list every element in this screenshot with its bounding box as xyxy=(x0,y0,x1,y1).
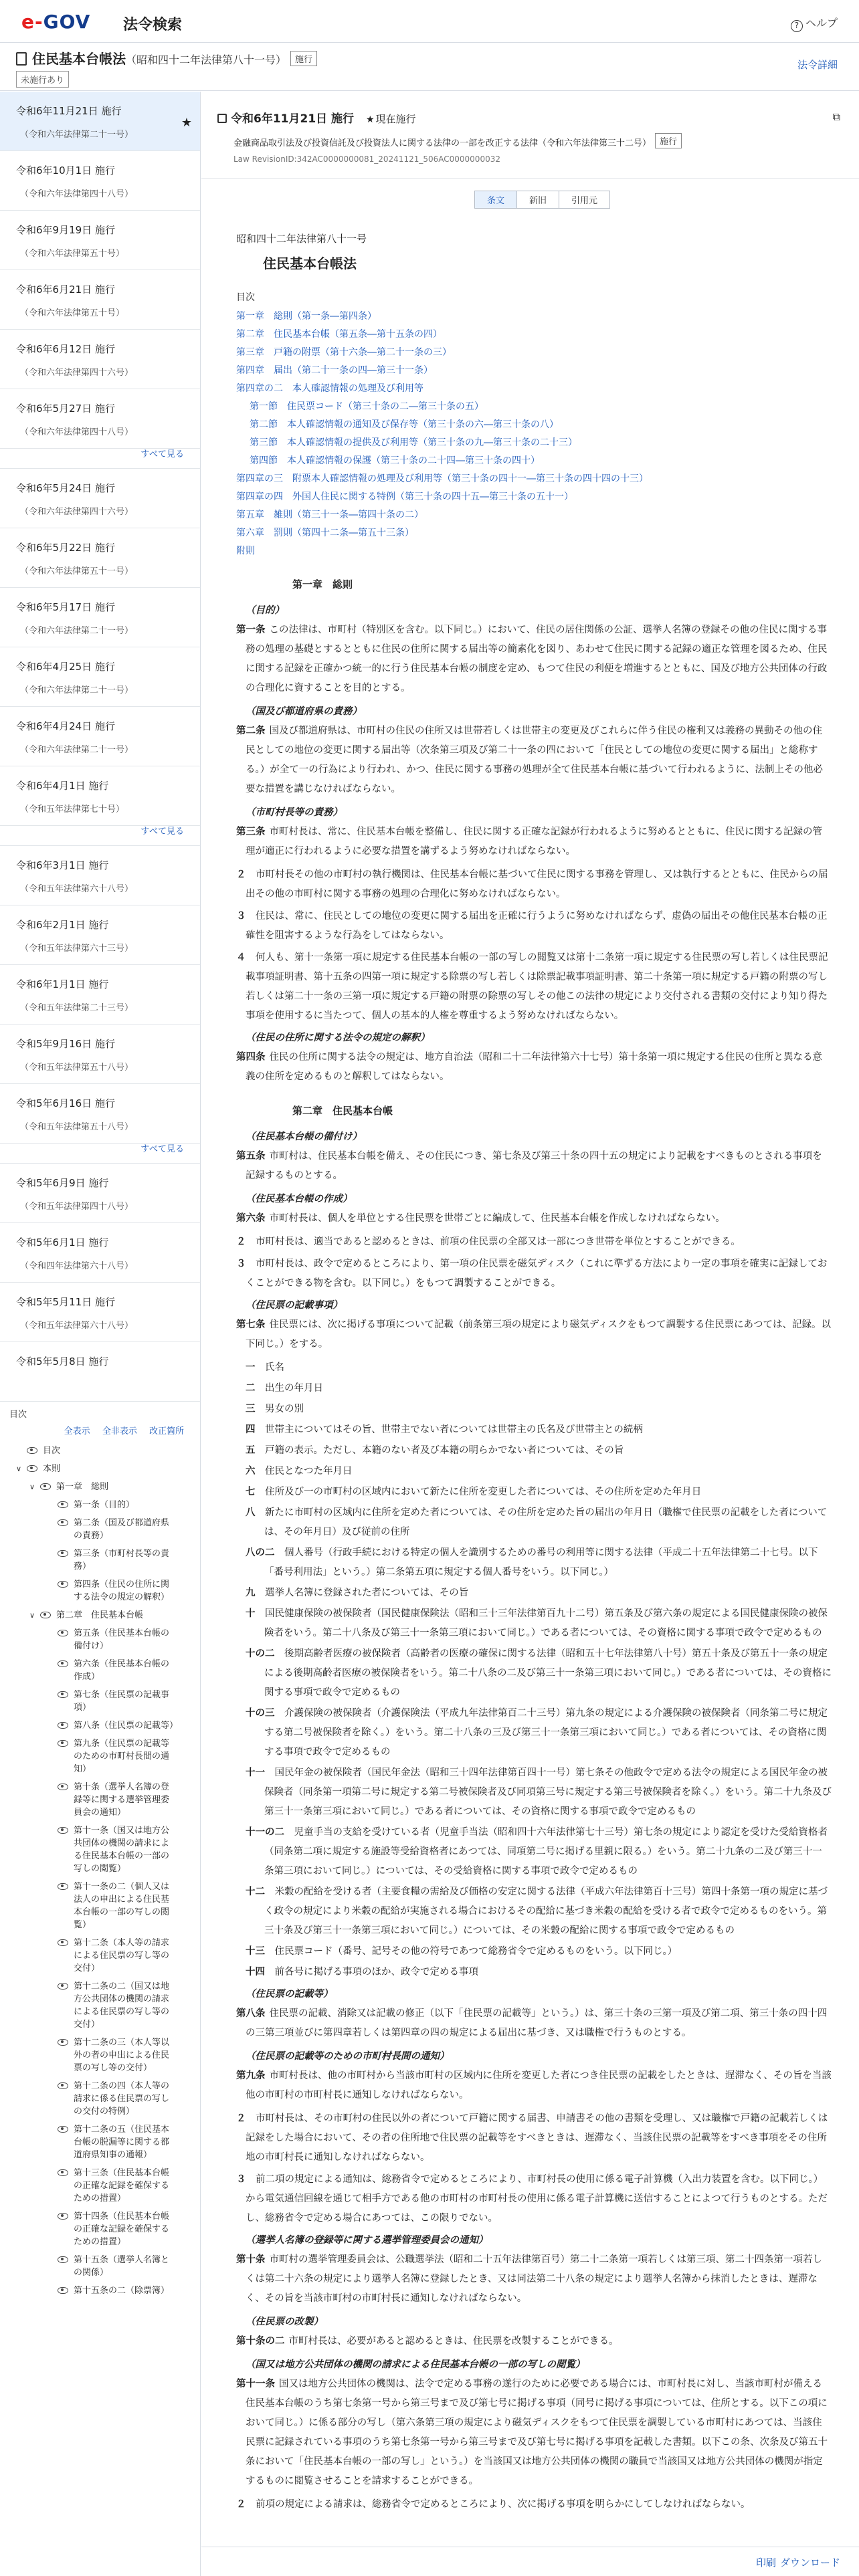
footer-bar xyxy=(201,2547,859,2576)
article-caption: （目的） xyxy=(246,605,284,616)
article-3: 第三条 市町村長は、常に、住民基本台帳を整備し、住民に関する正確な記録が行われるように努めるとともに、住民に関する記録の管理が適正に行われるように必要な措置を講ずるよう努めなければならない。 xyxy=(236,827,822,857)
version-law: （令和六年法律第五十号） xyxy=(20,308,125,318)
version-law: （令和五年法律第六十八号） xyxy=(20,884,134,894)
toc-node[interactable] xyxy=(9,1737,200,1776)
article-item xyxy=(236,1462,832,1481)
version-date: 令和6年4月24日 施行 xyxy=(16,720,115,732)
article-item xyxy=(236,1823,832,1881)
version-law: （令和五年法律第五十八号） xyxy=(20,1122,134,1132)
toc-node-label: 第十五条の二（除票簿） xyxy=(74,2286,170,2296)
body-toc-link[interactable]: 第四章の四 外国人住民に関する特例（第三十条の四十五―第三十条の五十一） xyxy=(236,492,573,502)
item-number: 十 xyxy=(246,1608,256,1619)
eye-icon[interactable] xyxy=(58,2126,68,2133)
article-caption: （住民基本台帳の作成） xyxy=(246,1194,353,1204)
version-item[interactable] xyxy=(0,905,200,965)
revision-header xyxy=(201,92,859,179)
paragraph: ３ 住民は、常に、住民としての地位の変更に関する届出を正確に行うように努めなければならず、虚偽の届出その他住民基本台帳の正確性を阻害するような行為をしてはならない。 xyxy=(236,911,828,941)
version-date: 令和6年5月17日 施行 xyxy=(16,601,115,613)
version-item[interactable] xyxy=(0,707,200,766)
law-title: 住民基本台帳法（昭和四十二年法律第八十一号） 施行 xyxy=(16,48,317,68)
eye-icon[interactable] xyxy=(40,1612,51,1618)
item-number: 十三 xyxy=(246,1946,265,1957)
version-law: （令和六年法律第五十号） xyxy=(20,249,125,259)
toc-node[interactable] xyxy=(9,1463,200,1475)
law-title-bar xyxy=(0,43,859,91)
version-item[interactable] xyxy=(0,647,200,707)
version-date: 令和5年5月8日 施行 xyxy=(16,1356,109,1368)
toc-node-label: 第十二条（本人等の請求による住民票の写し等の交付） xyxy=(74,1938,170,1973)
item-text: 住民となつた年月日 xyxy=(265,1466,353,1477)
version-item[interactable] xyxy=(0,1283,200,1342)
item-text: 戸籍の表示。ただし、本籍のない者及び本籍の明らかでない者については、その旨 xyxy=(265,1445,624,1456)
toc-node[interactable] xyxy=(9,1547,200,1573)
toc-node[interactable] xyxy=(9,1481,200,1493)
body-toc-link[interactable]: 附則 xyxy=(236,546,255,556)
item-number: 八 xyxy=(246,1507,256,1518)
version-law: （令和五年法律第二十三号） xyxy=(20,1003,134,1013)
article-item xyxy=(236,1763,832,1822)
eye-icon[interactable] xyxy=(58,1691,68,1698)
sidebar xyxy=(0,92,201,2576)
article-5: 第五条 市町村は、住民基本台帳を備え、その住民につき、第七条及び第三十条の四十五の規定により記載をすべきものとされる事項を記録するものとする。 xyxy=(236,1151,822,1181)
enforced-tag: 施行 xyxy=(290,51,317,66)
sidebar-toc xyxy=(0,1402,200,2297)
version-law: （令和四年法律第六十八号） xyxy=(20,1261,134,1271)
toc-node[interactable] xyxy=(9,2284,200,2297)
see-all-link[interactable]: すべて見る xyxy=(0,1144,200,1164)
toc-node[interactable] xyxy=(9,1824,200,1875)
version-law: （令和五年法律第四十八号） xyxy=(20,1202,134,1212)
version-item[interactable] xyxy=(0,1342,200,1402)
version-item[interactable] xyxy=(0,270,200,330)
version-date: 令和5年6月1日 施行 xyxy=(16,1237,109,1249)
item-number: 十一の二 xyxy=(246,1827,284,1838)
version-item[interactable] xyxy=(0,965,200,1025)
toc-node[interactable] xyxy=(9,1658,200,1683)
eye-icon[interactable] xyxy=(58,1722,68,1729)
article-10: 第十条 市町村の選挙管理委員会は、公職選挙法（昭和二十五年法律第百号）第二十二条第一項若しくは第三項、第二十四条第一項若しくは第二十六条の規定により選挙人名簿に登録したとき、又は同法第二十八条の規定により選挙人名簿から抹消したときは、遅滞なく、その旨を当該市町村の市町村長に通知しなければならない。 xyxy=(236,2254,822,2304)
article-item xyxy=(236,1942,832,1961)
toc-node[interactable] xyxy=(9,1937,200,1975)
item-text: 住所及び一の市町村の区域内において新たに住所を変更した者については、その住所を定めた年月日 xyxy=(265,1487,702,1497)
paragraph: ３ 市町村長は、政令で定めるところにより、第一項の住民票を磁気ディスク（これに準ずる方法により一定の事項を確実に記録しておくことができる物を含む。以下同じ。）をもつて調製することができる。 xyxy=(236,1259,828,1289)
question-circle-icon: ? xyxy=(791,20,803,32)
version-date: 令和6年1月1日 施行 xyxy=(16,978,109,990)
toc-node-label: 第二条（国及び都道府県の責務） xyxy=(74,1518,170,1541)
body-toc-link[interactable]: 第二節 本人確認情報の通知及び保存等（第三十条の六―第三十条の八） xyxy=(250,419,559,430)
version-item[interactable] xyxy=(0,389,200,449)
version-date: 令和6年4月25日 施行 xyxy=(16,661,115,673)
toc-node-label: 第十条（選挙人名簿の登録等に関する選挙管理委員会の通知） xyxy=(74,1782,170,1818)
item-text: 前各号に掲げる事項のほか、政令で定める事項 xyxy=(274,1967,478,1977)
chapter-2-heading: 第二章 住民基本台帳 xyxy=(292,1105,393,1117)
toc-node-label: 第五条（住民基本台帳の備付け） xyxy=(74,1628,170,1651)
toc-node-label: 目次 xyxy=(43,1446,61,1456)
toc-node-label: 第十一条の二（個人又は法人の申出による住民基本台帳の一部の写しの閲覧） xyxy=(74,1882,170,1930)
toc-node[interactable] xyxy=(9,1609,200,1622)
help-link[interactable]: ? ヘルプ xyxy=(791,15,838,32)
eye-icon[interactable] xyxy=(58,1501,68,1508)
toc-node[interactable] xyxy=(9,2080,200,2118)
version-item[interactable] xyxy=(0,1223,200,1283)
article-8: 第八条 住民票の記載、消除又は記載の修正（以下「住民票の記載等」という。）は、第三十条の三第一項及び第二項、第三十条の四十四の三第三項並びに第四章若しくは第四章の四の規定による届出に基づき、又は職権で行うものとする。 xyxy=(236,2008,828,2038)
eye-icon[interactable] xyxy=(58,1550,68,1557)
toc-node-label: 本則 xyxy=(43,1464,61,1474)
version-date: 令和6年5月27日 施行 xyxy=(16,403,115,415)
body-toc-link[interactable]: 第三章 戸籍の附票（第十六条―第二十一条の三） xyxy=(236,347,452,358)
item-text: 国民健康保険の被保険者（国民健康保険法（昭和三十三年法律第百九十二号）第五条及び第六条の規定による国民健康保険の被保険者をいう。第二十八条及び第三十一条第三項において同じ。）である者については、その資格に関する事項で政令で定めるもの xyxy=(264,1608,828,1638)
chevron-down-icon[interactable]: ∨ xyxy=(29,1483,35,1491)
toc-node-label: 第九条（住民票の記載等のための市町村長間の通知） xyxy=(74,1739,170,1774)
version-law: （令和六年法律第四十六号） xyxy=(20,507,134,517)
article-caption: （市町村長等の責務） xyxy=(246,807,343,818)
article-caption: （選挙人名簿の登録等に関する選挙管理委員会の通知） xyxy=(246,2235,488,2246)
version-list xyxy=(0,92,200,1402)
body-toc-link[interactable]: 第二章 住民基本台帳（第五条―第十五条の四） xyxy=(236,329,442,340)
revision-tag: 施行 xyxy=(655,133,682,148)
item-number: 十の二 xyxy=(246,1648,275,1659)
toc-node-label: 第一条（目的） xyxy=(74,1500,135,1510)
tab-citations[interactable]: 引用元 xyxy=(559,191,610,209)
toc-node-label: 第十三条（住民基本台帳の正確な記録を確保するための措置） xyxy=(74,2168,170,2204)
star-icon: ★ xyxy=(365,114,375,125)
main-panel xyxy=(201,92,859,2576)
current-status: ★ 現在施行 xyxy=(365,113,416,125)
body-toc-link[interactable]: 第四章の二 本人確認情報の処理及び利用等 xyxy=(236,383,423,394)
article-caption: （住民基本台帳の備付け） xyxy=(246,1132,362,1142)
version-law: （令和六年法律第五十一号） xyxy=(20,566,134,576)
print-button[interactable]: 印刷 xyxy=(755,2557,776,2569)
version-item[interactable] xyxy=(0,846,200,905)
eye-icon[interactable] xyxy=(58,1660,68,1667)
eye-icon[interactable] xyxy=(58,2169,68,2176)
article-caption: （住民票の記載事項） xyxy=(246,1300,343,1311)
eye-icon[interactable] xyxy=(27,1447,37,1454)
article-item xyxy=(236,1483,832,1502)
tab-comparison[interactable]: 新旧 xyxy=(517,191,559,209)
version-law: （令和六年法律第四十六号） xyxy=(20,368,134,378)
toc-node[interactable] xyxy=(9,1578,200,1604)
paragraph: ２ 前項の規定による請求は、総務省令で定めるところにより、次に掲げる事項を明らかにしてしなければならない。 xyxy=(236,2499,751,2510)
toc-node-label: 第十二条の五（住民基本台帳の脱漏等に関する都道府県知事の通報） xyxy=(74,2125,170,2160)
article-9: 第九条 市町村長は、他の市町村から当該市町村の区域内に住所を変更した者につき住民票の記載をしたときは、遅滞なく、その旨を当該他の市町村の市町村長に通知しなければならない。 xyxy=(236,2070,832,2101)
version-law: （令和六年法律第二十一号） xyxy=(20,626,134,636)
version-date: 令和6年10月1日 施行 xyxy=(16,165,115,177)
paragraph: ２ 市町村長その他の市町村の執行機関は、住民基本台帳に基づいて住民に関する事務を管理し、又は執行するとともに、住民からの届出その他の市町村に関する事務の処理の合理化に努めなければならない。 xyxy=(236,869,828,899)
toc-node-label: 第七条（住民票の記載事項） xyxy=(74,1690,170,1713)
article-item xyxy=(236,1543,832,1582)
version-date: 令和6年2月1日 施行 xyxy=(16,919,109,931)
item-text: 介護保険の被保険者（介護保険法（平成九年法律第百二十三号）第九条の規定による介護保険の被保険者（同条第二号に規定する第二号被保険者を除く。）をいう。第二十八条の三及び第三十一条第三項において同じ。）である者については、その資格に関する事項で政令で定めるもの xyxy=(264,1708,828,1757)
toc-node[interactable] xyxy=(9,1980,200,2031)
toc-node-label: 第十二条の三（本人等以外の者の申出による住民票の写し等の交付） xyxy=(74,2038,170,2073)
item-number: 七 xyxy=(246,1487,256,1497)
article-11: 第十一条 国又は地方公共団体の機関は、法令で定める事務の遂行のために必要である場合には、市町村長に対し、当該市町村が備える住民基本台帳のうち第七条第一号から第三号まで及び第七号に掲げる事項（同号に掲げる事項については、住所とする。以下この項において同じ。）に係る部分の写し（第六条第三項の規定により磁気ディスクをもつて住民票を調製している市町村にあつては、当該住民票に記録されている事項のうち第七条第一号から第三号まで及び第七号に掲げる事項を記載した書類。以下この条、次条及び第五十条において「住民基本台帳の一部の写し」という。）を当該国又は地方公共団体の機関の職員で当該国又は地方公共団体の機関が指定するものに閲覧させることを請求することができる。 xyxy=(236,2379,828,2486)
toc-node[interactable] xyxy=(9,1499,200,1511)
article-1: 第一条 この法律は、市町村（特別区を含む。以下同じ。）において、住民の居住関係の公証、選挙人名簿の登録その他の住民に関する事務の処理の基礎とするとともに住民の住所に関する届出等の簡素化を図り、あわせて住民に関する記録の適正な管理を図るため、住民に関する記録を正確かつ統一的に行う住民基本台帳の制度を定め、もつて住民の利便を増進するとともに、国及び地方公共団体の行政の合理化に資することを目的とする。 xyxy=(236,625,828,693)
tab-articles[interactable]: 条文 xyxy=(474,191,517,209)
article-caption: （住民票の改製） xyxy=(246,2317,323,2327)
version-law: （令和六年法律第四十八号） xyxy=(20,427,134,437)
article-item xyxy=(236,1379,832,1398)
item-text: 世帯主についてはその旨、世帯主でない者については世帯主の氏名及び世帯主との続柄 xyxy=(265,1424,643,1435)
item-number: 五 xyxy=(246,1445,256,1456)
download-button[interactable]: ダウンロード xyxy=(779,2557,840,2569)
toc-node-label: 第十二条の二（国又は地方公共団体の機関の請求による住民票の写し等の交付） xyxy=(74,1981,170,2030)
eye-icon[interactable] xyxy=(58,1827,68,1834)
toc-actions xyxy=(9,1424,200,1436)
article-item xyxy=(236,1883,832,1941)
item-number: 八の二 xyxy=(246,1547,275,1558)
version-law: （令和六年法律第二十一号） xyxy=(20,130,134,140)
law-detail-link[interactable]: 法令詳細 xyxy=(797,59,838,71)
toc-node[interactable] xyxy=(9,2036,200,2074)
paragraph: ３ 前二項の規定による通知は、総務省令で定めるところにより、市町村長の使用に係る電子計算機（入出力装置を含む。以下同じ。）から電気通信回線を通じて相手方である他の市町村の市町村長の使用に係る電子計算機に送信することによつて行うものとする。ただし、総務省令で定める場合にあつては、この限りでない。 xyxy=(236,2174,828,2224)
toc-node[interactable] xyxy=(9,1689,200,1714)
item-text: 氏名 xyxy=(265,1362,284,1373)
article-7: 第七条 住民票には、次に掲げる事項について記載（前条第三項の規定により磁気ディスクをもつて調製する住民票にあつては、記録。以下同じ。）をする。 xyxy=(236,1319,832,1350)
article-2: 第二条 国及び都道府県は、市町村の住民の住所又は世帯若しくは世帯主の変更及びこれらに伴う住民の権利又は義務の異動その他の住民としての地位の変更に関する届出等（次条第三項及び第二十一条の四において「住民としての地位の変更に関する届出」と総称する。）が全て一の行為により行われ、かつ、住民に関する事務の処理が全て住民基本台帳に基づいて行われるように、法制上その他必要な措置を講じなければならない。 xyxy=(236,726,824,794)
eye-icon[interactable] xyxy=(27,1465,37,1472)
toc-node[interactable] xyxy=(9,2210,200,2248)
toc-node[interactable] xyxy=(9,1781,200,1819)
paragraph: ２ 市町村長は、その市町村の住民以外の者について戸籍に関する届書、申請書その他の書類を受理し、又は職権で戸籍の記載若しくは記録をした場合において、その者の住所地で住民票の記載等をすべきときは、遅滞なく、当該住民票の記載等をすべき事項をその住所地の市町村長に通知しなければならない。 xyxy=(236,2113,828,2163)
toc-node-label: 第十二条の四（本人等の請求に係る住民票の写しの交付の特例） xyxy=(74,2081,170,2117)
version-law: （令和六年法律第二十一号） xyxy=(20,685,134,695)
toc-node[interactable] xyxy=(9,2254,200,2279)
toc-node-label: 第六条（住民基本台帳の作成） xyxy=(74,1659,170,1682)
article-item xyxy=(236,1420,832,1440)
body-toc xyxy=(236,308,832,560)
chevron-down-icon[interactable]: ∨ xyxy=(29,1611,35,1620)
eye-icon[interactable] xyxy=(58,1983,68,1990)
eye-icon[interactable] xyxy=(58,1740,68,1747)
version-item[interactable] xyxy=(0,92,200,151)
article-10-2: 第十条の二 市町村長は、必要があると認めるときは、住民票を改製することができる。 xyxy=(236,2336,619,2347)
item-number: 十二 xyxy=(246,1887,265,1897)
eye-icon[interactable] xyxy=(58,1939,68,1946)
version-date: 令和6年9月19日 施行 xyxy=(16,224,115,236)
toc-node-label: 第十五条（選挙人名簿との関係） xyxy=(74,2255,170,2278)
star-icon: ★ xyxy=(181,116,192,130)
article-caption: （住民の住所に関する法令の規定の解釈） xyxy=(246,1033,430,1043)
toc-hide-all[interactable]: 全非表示 xyxy=(102,1426,137,1436)
eye-icon[interactable] xyxy=(58,1883,68,1890)
item-number: 六 xyxy=(246,1466,256,1477)
version-item[interactable] xyxy=(0,1084,200,1144)
article-item xyxy=(236,1503,832,1542)
article-7-items xyxy=(236,1358,832,1982)
article-6: 第六条 市町村長は、個人を単位とする住民票を世帯ごとに編成して、住民基本台帳を作成しなければならない。 xyxy=(236,1213,725,1224)
body-toc-link[interactable]: 第一節 住民票コード（第三十条の二―第三十条の五） xyxy=(250,401,484,412)
eye-icon[interactable] xyxy=(58,1784,68,1790)
body-toc-link[interactable]: 第四節 本人確認情報の保護（第三十条の二十四―第三十条の四十） xyxy=(250,455,540,466)
eye-icon[interactable] xyxy=(58,2213,68,2220)
eye-icon[interactable] xyxy=(58,2256,68,2263)
version-item[interactable] xyxy=(0,1164,200,1223)
chapter-1-heading: 第一章 総則 xyxy=(292,578,353,591)
toc-node[interactable] xyxy=(9,1627,200,1652)
paragraph: ４ 何人も、第十一条第一項に規定する住民基本台帳の一部の写しの閲覧又は第十二条第一項に規定する住民票の写し若しくは住民票記載事項証明書、第十五条の四第一項に規定する除票の写し若しくは除票記載事項証明書、第二十条第一項に規定する戸籍の附票の写し若しくは第二十一条の三第一項に規定する戸籍の附票の除票の写しその他この法律の規定により交付される書類の交付により知り得た事項を使用するに当たつて、個人の基本的人権を尊重するよう努めなければならない。 xyxy=(236,952,828,1021)
toc-node-label: 第二章 住民基本台帳 xyxy=(56,1610,144,1620)
item-text: 米穀の配給を受ける者（主要食糧の需給及び価格の安定に関する法律（平成六年法律第百十三号）第四十条第一項の規定に基づく政令の規定により米穀の配給が実施される場合におけるその配給に基づき米穀の配給を受ける者で政令で定めるものをいう。第三十条及び第三十一条第三項において同じ。）については、その米穀の配給に関する事項で政令で定めるもの xyxy=(264,1887,828,1936)
toc-node-label: 第四条（住民の住所に関する法令の規定の解釈） xyxy=(74,1580,170,1602)
egov-logo[interactable]: e-GOV xyxy=(21,11,91,33)
body-toc-link[interactable]: 第六章 罰則（第四十二条―第五十三条） xyxy=(236,528,414,538)
document-icon xyxy=(16,52,27,66)
toc-node[interactable] xyxy=(9,1517,200,1542)
body-toc-link[interactable]: 第一章 総則（第一条―第四条） xyxy=(236,311,377,322)
version-law: （令和五年法律第六十三号） xyxy=(20,944,134,954)
site-header xyxy=(0,0,859,43)
eye-icon[interactable] xyxy=(58,2082,68,2089)
toc-node-label: 第十四条（住民基本台帳の正確な記録を確保するための措置） xyxy=(74,2212,170,2247)
body-toc-link[interactable]: 第三節 本人確認情報の提供及び利用等（第三十条の九―第三十条の二十三） xyxy=(250,437,577,448)
version-law: （令和六年法律第二十一号） xyxy=(20,745,134,755)
article-caption: （国及び都道府県の責務） xyxy=(246,706,362,717)
version-law: （令和五年法律第五十八号） xyxy=(20,1063,134,1073)
toc-node[interactable] xyxy=(9,1444,200,1457)
article-item xyxy=(236,1704,832,1762)
article-item xyxy=(236,1441,832,1461)
eye-icon[interactable] xyxy=(58,2287,68,2294)
version-date: 令和6年5月24日 施行 xyxy=(16,482,115,494)
version-date: 令和6年5月22日 施行 xyxy=(16,542,115,554)
chevron-down-icon[interactable]: ∨ xyxy=(16,1465,22,1473)
item-text: 後期高齢者医療の被保険者（高齢者の医療の確保に関する法律（昭和五十七年法律第八十号）第五十条及び第五十一条の規定による後期高齢者医療の被保険者をいう。第二十八条の二及び第三十一条第三項において同じ。）である者については、その資格に関する事項で政令で定めるもの xyxy=(264,1648,832,1698)
version-date: 令和6年6月21日 施行 xyxy=(16,284,115,296)
version-date: 令和6年4月1日 施行 xyxy=(16,780,109,792)
version-item[interactable] xyxy=(0,151,200,211)
law-number: 昭和四十二年法律第八十一号 xyxy=(236,233,367,245)
item-text: 児童手当の支給を受けている者（児童手当法（昭和四十六年法律第七十三号）第七条の規定により認定を受けた受給資格者（同条第二項に規定する施設等受給資格者にあつては、同項第二号に掲げる里親に限る。）をいう。第二十九条の二及び第三十一条第三項において同じ。）については、その受給資格に関する事項で政令で定めるもの xyxy=(264,1827,828,1876)
calendar-icon xyxy=(217,114,227,123)
version-item[interactable] xyxy=(0,588,200,647)
article-4: 第四条 住民の住所に関する法令の規定は、地方自治法（昭和二十二年法律第六十七号）第十条第一項に規定する住民の住所と異なる意義の住所を定めるものと解釈してはならない。 xyxy=(236,1052,822,1082)
item-number: 一 xyxy=(246,1362,256,1373)
version-item[interactable] xyxy=(0,469,200,528)
revision-law: 金融商品取引法及び投資信託及び投資法人に関する法律の一部を改正する法律（令和六年法律第三十二号） 施行 xyxy=(233,133,682,148)
item-text: 国民年金の被保険者（国民年金法（昭和三十四年法律第百四十一号）第七条その他政令で定める法令の規定による国民年金の被保険者（同条第一項第二号に規定する第二号被保険者及び同項第三号に規定する第三号被保険者を除く。）をいう。第二十九条及び第三十一条第三項において同じ。）である者については、その資格に関する事項で政令で定めるもの xyxy=(264,1767,832,1817)
eye-icon[interactable] xyxy=(40,1483,51,1490)
eye-icon[interactable] xyxy=(58,1519,68,1526)
toc-node[interactable] xyxy=(9,2123,200,2161)
version-date: 令和6年6月12日 施行 xyxy=(16,343,115,355)
version-law: （令和六年法律第四十八号） xyxy=(20,189,134,199)
article-item xyxy=(236,1604,832,1643)
toc-heading: 目次 xyxy=(9,1410,27,1420)
toc-amended[interactable]: 改正箇所 xyxy=(149,1426,184,1436)
version-item[interactable] xyxy=(0,1025,200,1084)
article-caption: （国又は地方公共団体の機関の請求による住民基本台帳の一部の写しの閲覧） xyxy=(246,2359,585,2370)
law-body xyxy=(236,229,832,2517)
see-all-link[interactable]: すべて見る xyxy=(0,826,200,846)
version-date: 令和5年5月11日 施行 xyxy=(16,1296,115,1308)
version-law: （令和五年法律第六十八号） xyxy=(20,1321,134,1331)
eye-icon[interactable] xyxy=(58,2039,68,2046)
body-toc-link[interactable]: 第四章の三 附票本人確認情報の処理及び利用等（第三十条の四十一―第三十条の四十四の十三） xyxy=(236,473,648,484)
toc-node-label: 第十一条（国又は地方公共団体の機関の請求による住民基本台帳の一部の写しの閲覧） xyxy=(74,1826,170,1874)
toc-node[interactable] xyxy=(9,2167,200,2205)
view-tabs xyxy=(474,191,610,209)
version-date: 令和5年9月16日 施行 xyxy=(16,1038,115,1050)
item-number: 十の三 xyxy=(246,1708,275,1719)
item-number: 三 xyxy=(246,1404,256,1414)
unenforced-badge: 未施行あり xyxy=(16,71,69,88)
article-item xyxy=(236,1358,832,1378)
item-number: 二 xyxy=(246,1383,256,1394)
see-all-link[interactable]: すべて見る xyxy=(0,449,200,469)
item-number: 四 xyxy=(246,1424,256,1435)
article-caption: （住民票の記載等のための市町村長間の通知） xyxy=(246,2051,450,2062)
article-item xyxy=(236,1963,832,1982)
article-item xyxy=(236,1584,832,1603)
version-date: 令和5年6月16日 施行 xyxy=(16,1097,115,1109)
version-item[interactable] xyxy=(0,766,200,826)
toc-node-label: 第一章 総則 xyxy=(56,1482,109,1492)
version-item[interactable] xyxy=(0,330,200,389)
item-text: 選挙人名簿に登録された者については、その旨 xyxy=(265,1588,469,1598)
article-item xyxy=(236,1400,832,1419)
revision-date: 令和6年11月21日 施行 ★ 現在施行 xyxy=(217,109,416,126)
paragraph: ２ 市町村長は、適当であると認めるときは、前項の住民票の全部又は一部につき世帯を単位とすることができる。 xyxy=(236,1237,741,1247)
version-item[interactable] xyxy=(0,528,200,588)
item-text: 住民票コード（番号、記号その他の符号であつて総務省令で定めるものをいう。以下同じ。） xyxy=(274,1946,678,1957)
toc-node-label: 第三条（市町村長等の責務） xyxy=(74,1549,170,1572)
version-date: 令和5年6月9日 施行 xyxy=(16,1177,109,1189)
article-item xyxy=(236,1644,832,1703)
eye-icon[interactable] xyxy=(58,1630,68,1636)
version-item[interactable] xyxy=(0,211,200,270)
revision-id: Law RevisionID:342AC0000000081_20241121_506AC0000000032 xyxy=(233,154,500,164)
eye-icon[interactable] xyxy=(58,1581,68,1588)
item-number: 十四 xyxy=(246,1967,265,1977)
toc-node-label: 第八条（住民票の記載等） xyxy=(74,1721,179,1731)
body-toc-heading: 目次 xyxy=(236,292,255,303)
article-caption: （住民票の記載等） xyxy=(246,1989,333,2000)
item-text: 男女の別 xyxy=(265,1404,304,1414)
item-text: 個人番号（行政手続における特定の個人を識別するための番号の利用等に関する法律（平成二十五年法律第二十七号。以下「番号利用法」という。）第二条第五項に規定する個人番号をいう。以下同じ。） xyxy=(264,1547,818,1578)
site-name: 法令検索 xyxy=(123,17,183,33)
body-toc-link[interactable]: 第五章 雑則（第三十一条―第四十条の二） xyxy=(236,510,423,520)
toc-node[interactable] xyxy=(9,1719,200,1732)
toc-tree xyxy=(9,1444,200,2297)
body-toc-link[interactable]: 第四章 届出（第二十一条の四―第三十一条） xyxy=(236,365,433,376)
item-number: 九 xyxy=(246,1588,256,1598)
external-link-icon[interactable]: ⧉ xyxy=(832,110,840,123)
version-date: 令和6年3月1日 施行 xyxy=(16,859,109,871)
item-number: 十一 xyxy=(246,1767,265,1778)
item-text: 新たに市町村の区域内に住所を定めた者については、その住所を定めた旨の届出の年月日（職権で住民票の記載をした者については、その年月日）及び従前の住所 xyxy=(264,1507,828,1537)
item-text: 出生の年月日 xyxy=(265,1383,323,1394)
toc-node[interactable] xyxy=(9,1881,200,1931)
version-law: （令和五年法律第七十号） xyxy=(20,804,125,815)
version-date: 令和6年11月21日 施行 xyxy=(16,105,122,117)
law-main-title: 住民基本台帳法 xyxy=(263,255,357,272)
toc-show-all[interactable]: 全表示 xyxy=(64,1426,90,1436)
